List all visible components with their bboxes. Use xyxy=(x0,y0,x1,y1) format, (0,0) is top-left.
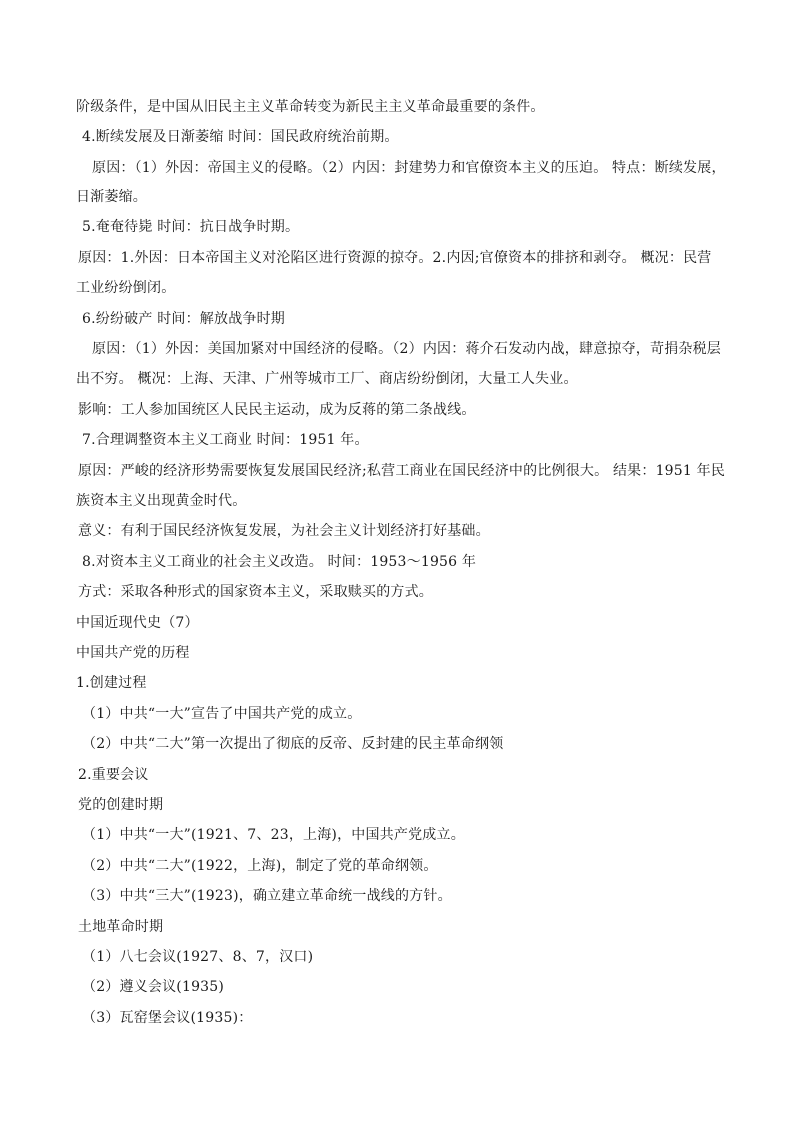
text-line: 方式：采取各种形式的国家资本主义，采取赎买的方式。 xyxy=(78,584,433,600)
text-line: 族资本主义出现黄金时代。 xyxy=(76,493,247,509)
text-line: （1）八七会议(1927、8、7，汉口) xyxy=(82,949,314,965)
text-line: 1.创建过程 xyxy=(76,675,147,691)
text-line: 8.对资本主义工商业的社会主义改造。 时间：1953～1956 年 xyxy=(82,554,477,570)
text-line: （3）瓦窑堡会议(1935)： xyxy=(82,1010,253,1026)
text-line: （2）中共“二大”第一次提出了彻底的反帝、反封建的民主革命纲领 xyxy=(82,736,504,752)
text-line: 工业纷纷倒闭。 xyxy=(76,280,176,296)
text-line: 阶级条件，是中国从旧民主主义革命转变为新民主主义革命最重要的条件。 xyxy=(76,99,545,115)
text-line: （2）中共“二大”(1922，上海)，制定了党的革命纲领。 xyxy=(82,858,438,874)
text-line: 意义：有利于国民经济恢复发展，为社会主义计划经济打好基础。 xyxy=(78,523,490,539)
section-subtitle: 中国共产党的历程 xyxy=(76,645,190,661)
text-line: 土地革命时期 xyxy=(78,919,164,935)
text-line: 6.纷纷破产 时间：解放战争时期 xyxy=(82,311,286,327)
text-line: 原因：（1）外因：帝国主义的侵略。（2）内因：封建势力和官僚资本主义的压迫。 特点：断续发展， xyxy=(92,160,726,176)
text-line: 2.重要会议 xyxy=(78,767,149,783)
text-line: 原因：1.外因：日本帝国主义对沦陷区进行资源的掠夺。2.内因;官僚资本的排挤和剥夺。 概况：民营 xyxy=(78,250,712,266)
text-line: （1）中共“一大”(1921、7、23，上海)，中国共产党成立。 xyxy=(82,827,465,843)
text-line: （3）中共“三大”(1923)，确立建立革命统一战线的方针。 xyxy=(82,888,452,904)
text-line: 日渐萎缩。 xyxy=(76,189,147,205)
text-line: 7.合理调整资本主义工商业 时间：1951 年。 xyxy=(82,432,369,448)
text-line: 原因：严峻的经济形势需要恢复发展国民经济;私营工商业在国民经济中的比例很大。 结果：1951 年民 xyxy=(78,463,726,479)
text-line: （1）中共“一大”宣告了中国共产党的成立。 xyxy=(82,706,362,722)
text-line: （2）遵义会议(1935) xyxy=(82,979,225,995)
text-line: 5.奄奄待毙 时间：抗日战争时期。 xyxy=(82,219,300,235)
text-line: 原因：（1）外因：美国加紧对中国经济的侵略。（2）内因：蒋介石发动内战，肆意掠夺，苛捐杂税层 xyxy=(92,341,722,357)
text-line: 影响：工人参加国统区人民民主运动，成为反蒋的第二条战线。 xyxy=(78,402,476,418)
section-title: 中国近现代史（7） xyxy=(76,615,199,631)
text-line: 4.断续发展及日渐萎缩 时间：国民政府统治前期。 xyxy=(82,129,399,145)
text-line: 党的创建时期 xyxy=(78,797,164,813)
text-line: 出不穷。 概况：上海、天津、广州等城市工厂、商店纷纷倒闭，大量工人失业。 xyxy=(76,371,578,387)
